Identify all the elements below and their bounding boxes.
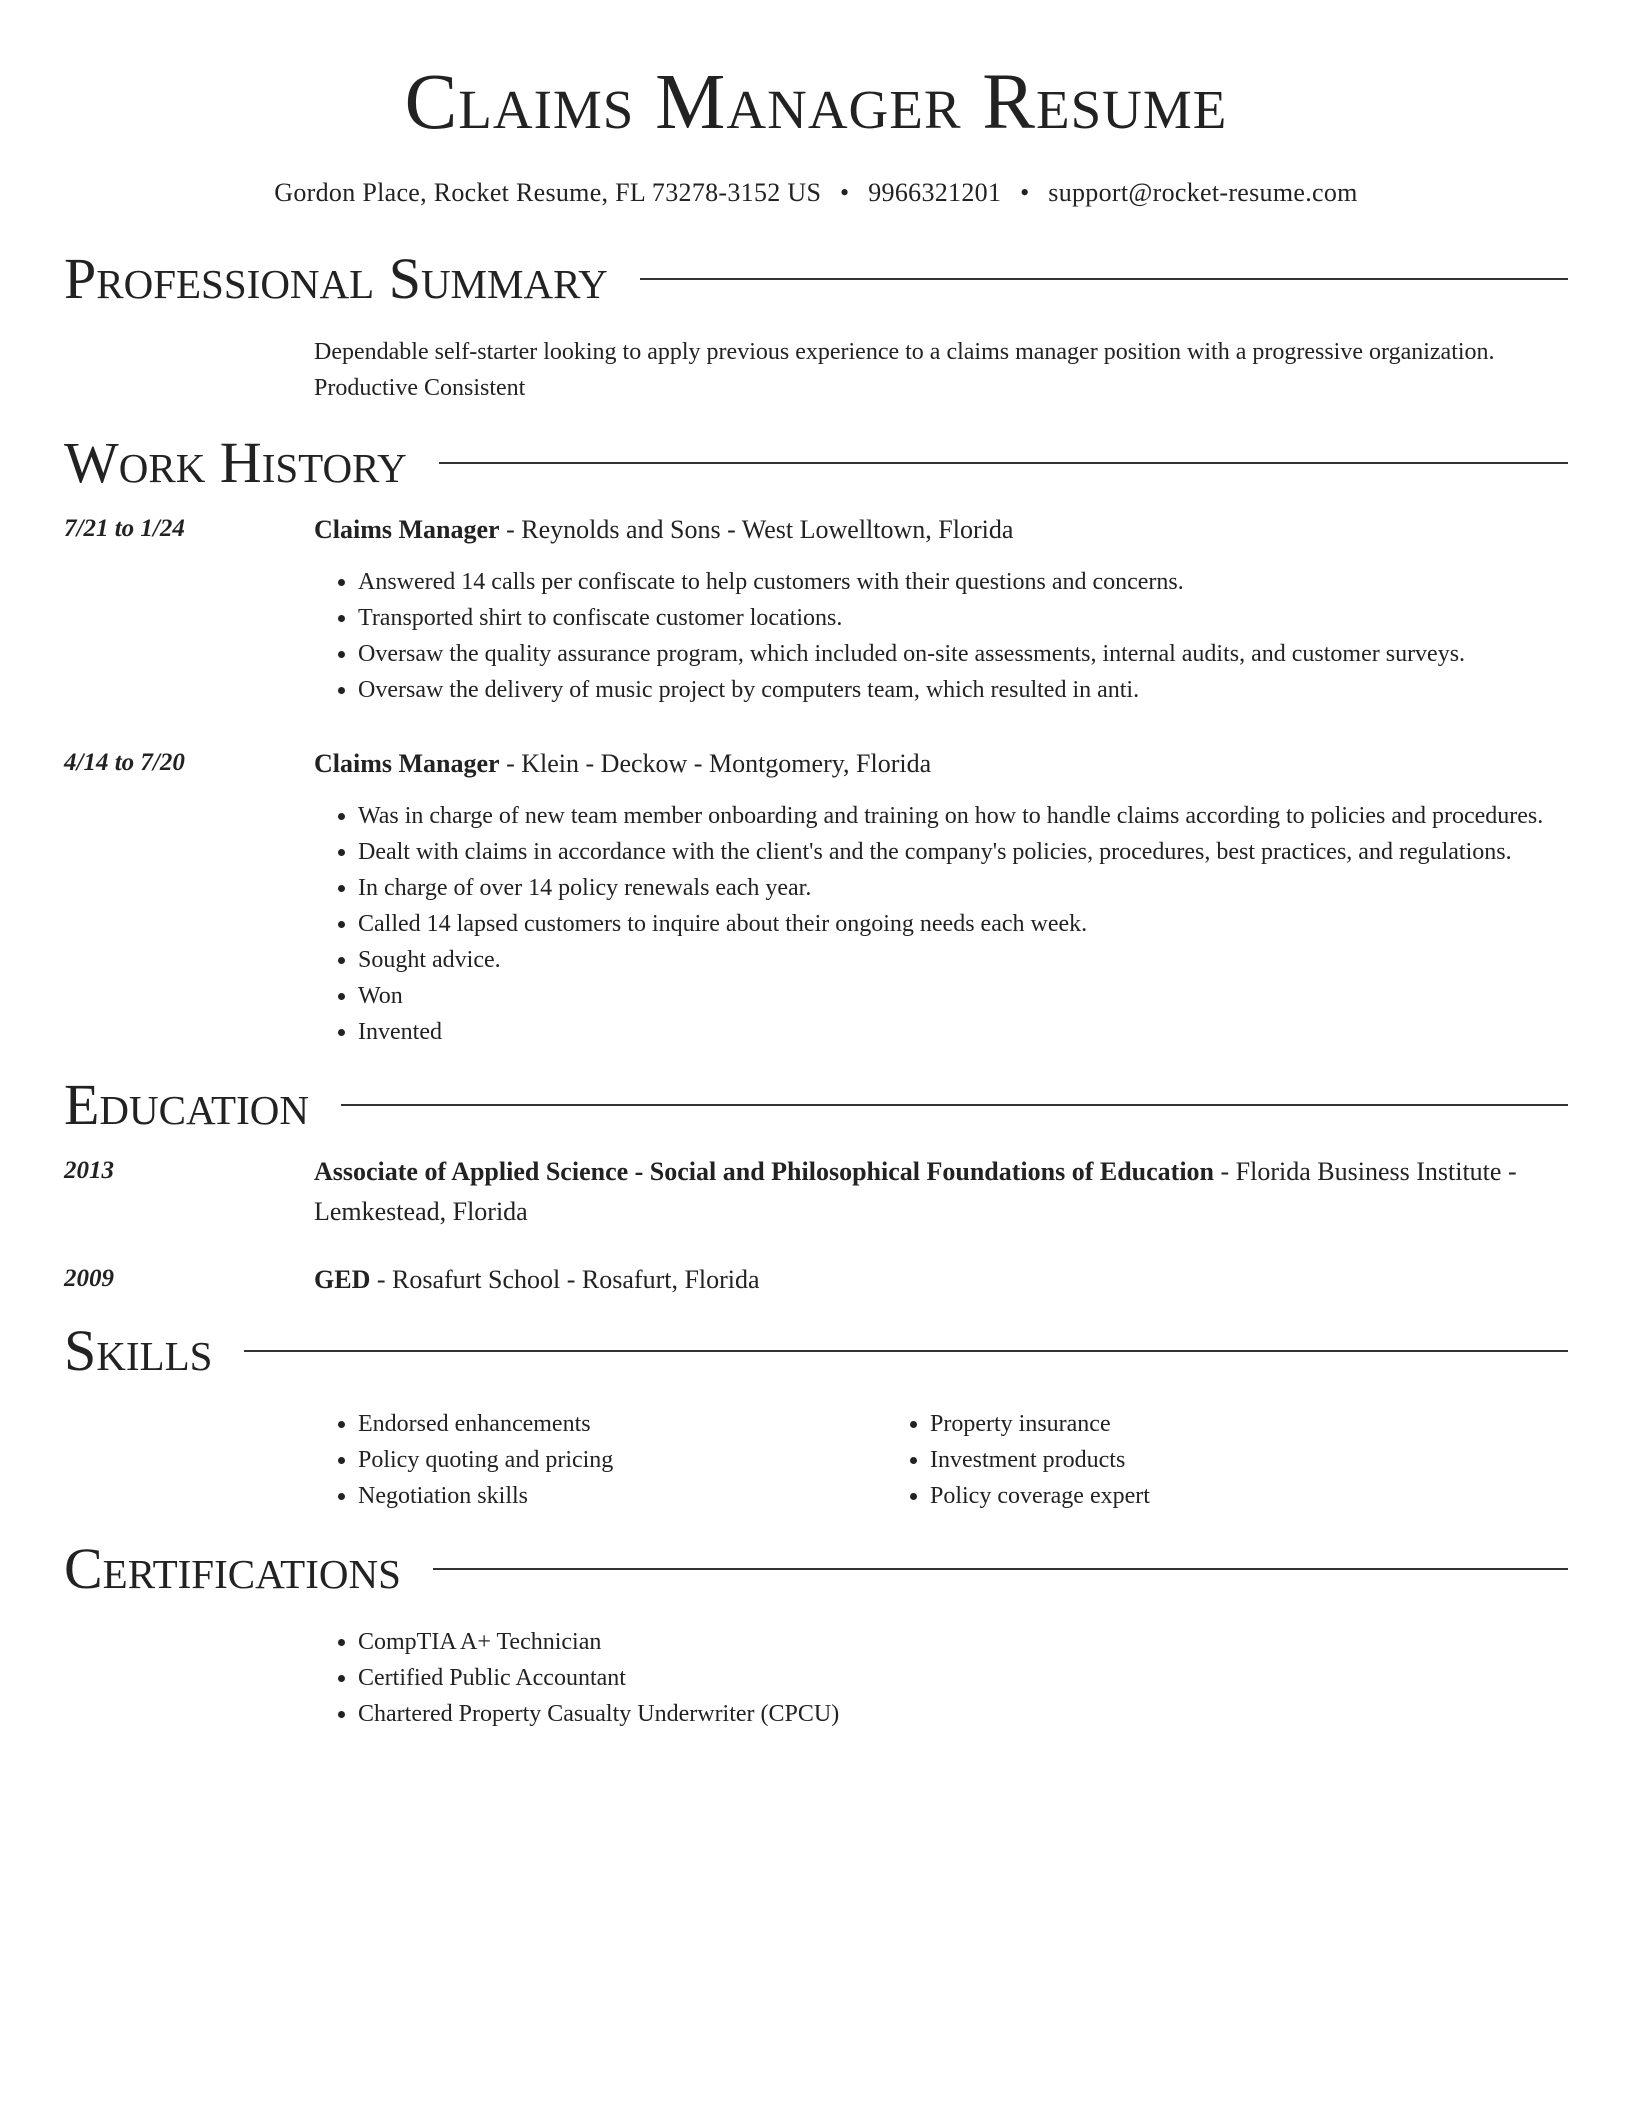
education-section-header	[64, 1072, 1568, 1138]
page-title: Claims Manager Resume	[404, 59, 1228, 146]
job-entry	[64, 510, 1568, 708]
section-divider	[244, 1350, 1568, 1352]
list-item: • Policy quoting and pricing	[358, 1442, 886, 1478]
contact-address: Gordon Place, Rocket Resume, FL 73278-3152 US	[274, 178, 822, 207]
education-entry	[64, 1260, 1568, 1300]
job-details: - Reynolds and Sons - West Lowelltown, Florida	[499, 515, 1014, 544]
certifications-bullets	[314, 1624, 1568, 1732]
list-item: • Invented	[358, 1014, 1568, 1050]
contact-line	[64, 178, 1568, 208]
section-divider	[341, 1104, 1568, 1106]
summary-text: Dependable self-starter looking to apply previous experience to a claims manager position with a progressive organization. Productive Consistent	[314, 339, 1495, 401]
list-item: • Policy coverage expert	[930, 1478, 1458, 1514]
summary-section-header	[64, 246, 1568, 312]
skills-list	[314, 1406, 1568, 1514]
job-dates: 7/21 to 1/24	[64, 515, 185, 542]
job-body	[314, 510, 1568, 708]
contact-email: support@rocket-resume.com	[1048, 178, 1358, 207]
skills-heading: Skills	[64, 1318, 213, 1383]
job-heading	[314, 744, 1568, 784]
education-year: 2013	[64, 1157, 114, 1184]
certifications-list	[314, 1624, 1568, 1732]
education-heading-line	[314, 1152, 1568, 1232]
list-item: • In charge of over 14 policy renewals each year.	[358, 870, 1568, 906]
certifications-heading: Certifications	[64, 1536, 401, 1601]
education-degree: Associate of Applied Science - Social and Philosophical Foundations of Education	[314, 1157, 1215, 1186]
list-item: • Won	[358, 978, 1568, 1014]
job-title: Claims Manager	[314, 749, 500, 778]
list-item: • Answered 14 calls per confiscate to help customers with their questions and concerns.	[358, 564, 1568, 600]
list-item: • Transported shirt to confiscate customer locations.	[358, 600, 1568, 636]
job-bullets	[314, 564, 1568, 708]
work-heading: Work History	[64, 430, 407, 495]
section-divider	[640, 278, 1568, 280]
job-dates: 4/14 to 7/20	[64, 749, 185, 776]
education-entry	[64, 1152, 1568, 1232]
job-heading	[314, 510, 1568, 550]
list-item: • Called 14 lapsed customers to inquire about their ongoing needs each week.	[358, 906, 1568, 942]
list-item: • Oversaw the delivery of music project by computers team, which resulted in anti.	[358, 672, 1568, 708]
job-entry	[64, 744, 1568, 1050]
education-body	[314, 1260, 1568, 1300]
list-item: • Endorsed enhancements	[358, 1406, 886, 1442]
education-degree: GED	[314, 1265, 371, 1294]
section-divider	[433, 1568, 1568, 1570]
contact-phone: 9966321201	[868, 178, 1002, 207]
skills-column-right	[886, 1406, 1458, 1514]
education-year: 2009	[64, 1265, 114, 1292]
education-details: - Rosafurt School - Rosafurt, Florida	[370, 1265, 760, 1294]
list-item: • Sought advice.	[358, 942, 1568, 978]
job-body	[314, 744, 1568, 1050]
job-title: Claims Manager	[314, 515, 500, 544]
contact-separator: •	[1020, 178, 1030, 207]
education-heading: Education	[64, 1072, 309, 1137]
summary-heading: Professional Summary	[64, 246, 608, 311]
skills-column-left	[314, 1406, 886, 1514]
list-item: • CompTIA A+ Technician	[358, 1624, 1568, 1660]
job-bullets	[314, 798, 1568, 1050]
section-divider	[439, 462, 1568, 464]
list-item: • Chartered Property Casualty Underwriter (CPCU)	[358, 1696, 1568, 1732]
list-item: • Dealt with claims in accordance with the client's and the company's policies, procedures, best practices, and regulations.	[358, 834, 1568, 870]
list-item: • Oversaw the quality assurance program, which included on-site assessments, internal audits, and customer surveys.	[358, 636, 1568, 672]
education-heading-line	[314, 1260, 1568, 1300]
list-item: • Investment products	[930, 1442, 1458, 1478]
work-section-header	[64, 430, 1568, 496]
job-details: - Klein - Deckow - Montgomery, Florida	[499, 749, 932, 778]
contact-separator: •	[840, 178, 850, 207]
certifications-section-header	[64, 1536, 1568, 1602]
list-item: • Certified Public Accountant	[358, 1660, 1568, 1696]
list-item: • Was in charge of new team member onboarding and training on how to handle claims according to policies and procedures.	[358, 798, 1568, 834]
education-body	[314, 1152, 1568, 1232]
list-item: • Property insurance	[930, 1406, 1458, 1442]
education-details: - Florida Business Institute - Lemkestead, Florida	[314, 1157, 1517, 1226]
list-item: • Negotiation skills	[358, 1478, 886, 1514]
skills-section-header	[64, 1318, 1568, 1384]
